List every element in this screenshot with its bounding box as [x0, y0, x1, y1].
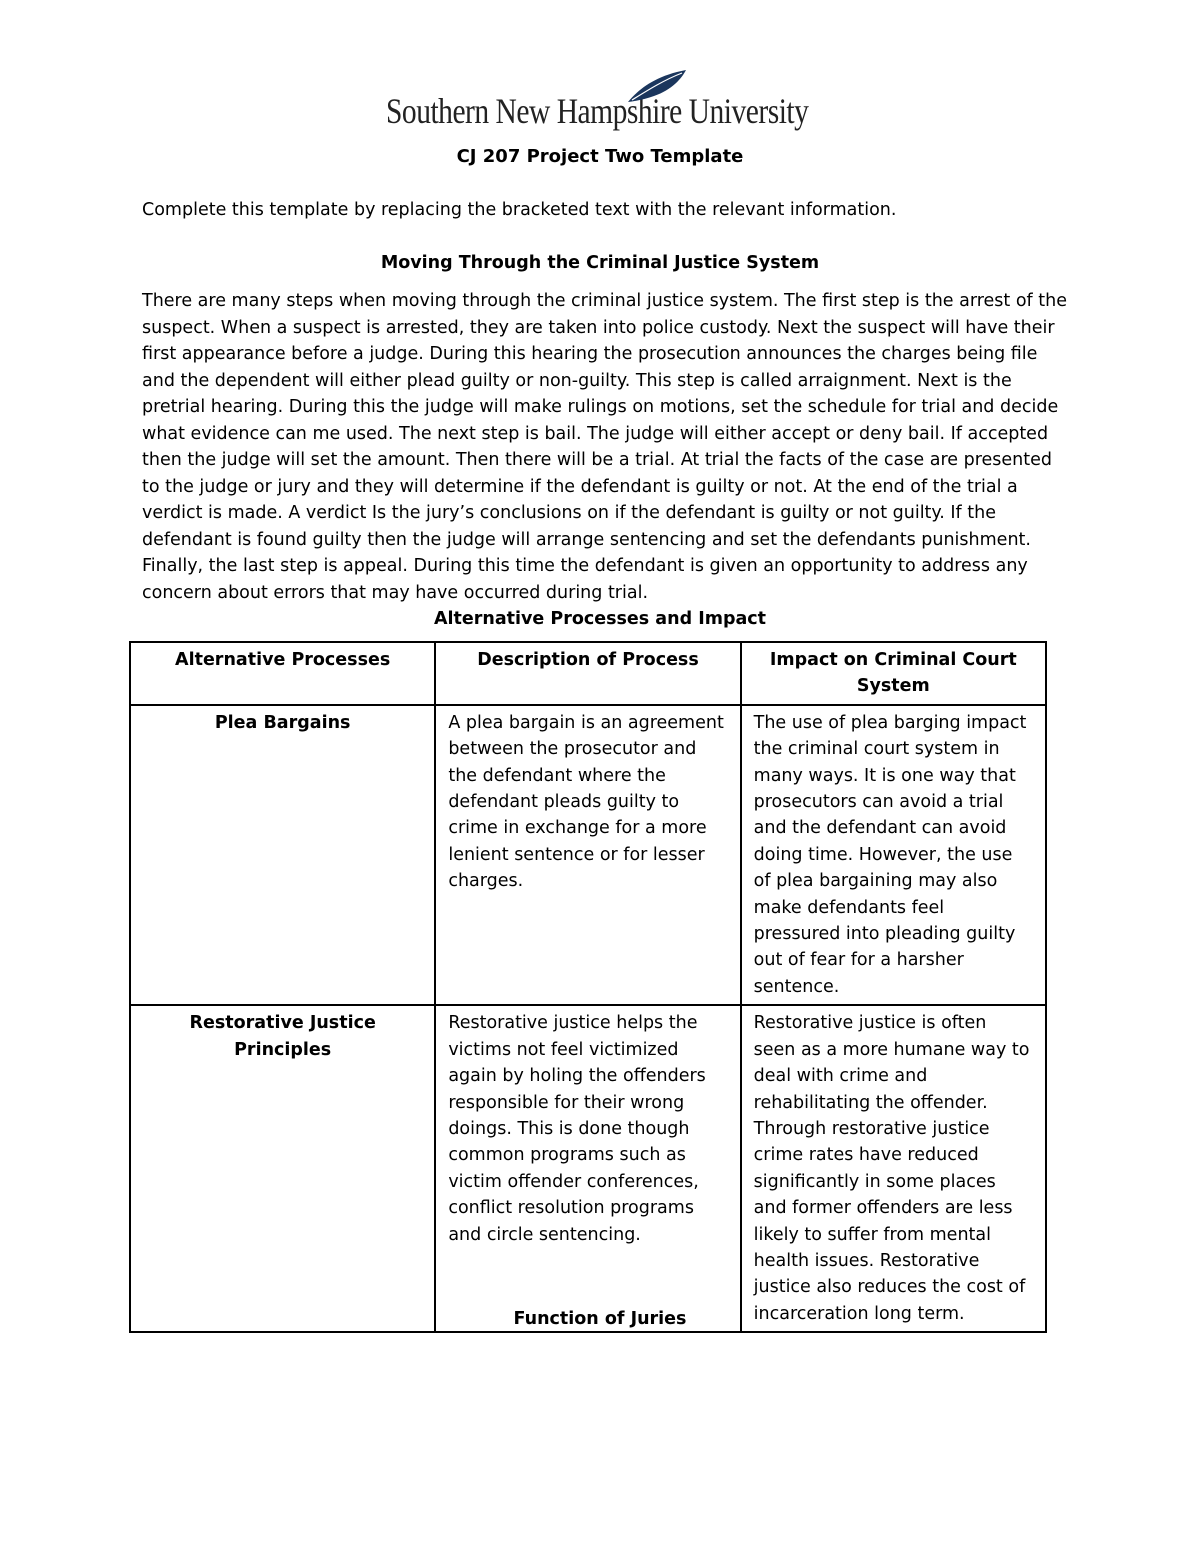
paragraph-line: what evidence can me used. The next step is bail. The judge will either accept or deny bail. If accepted [142, 423, 1049, 444]
paragraph-line: verdict is made. A verdict Is the jury’s conclusions on if the defendant is guilty or not guilty. If the [142, 503, 997, 523]
impact-cell: The use of plea barging impact the criminal court system in many ways. It is one way that prosecutors can avoid a trial and the defendant can avoid doing time. However, the use of plea bargaining may also make defendants feel pressured into pleading guilty out of fear for a harsher sentence. [741, 705, 1046, 1005]
university-logo [386, 68, 816, 134]
paragraph-line: then the judge will set the amount. Then there will be a trial. At trial the facts of the case are presented [142, 450, 1052, 470]
paragraph-line: to the judge or jury and they will determine if the defendant is guilty or not. At the end of the trial a [142, 476, 1018, 497]
paragraph-line: and the dependent will either plead guilty or non-guilty. This step is called arraignment. Next is the [142, 370, 1012, 391]
paragraph-line: pretrial hearing. During this the judge will make rulings on motions, set the schedule for trial and decide [142, 397, 1059, 417]
description-cell: Restorative justice helps the victims not feel victimized again by holing the offenders responsible for their wrong doings. This is done though common programs such as victim offender conferences, conflict resolution programs and circle sentencing. [435, 1005, 740, 1332]
paragraph-line: Finally, the last step is appeal. During this time the defendant is given an opportunity to address any [142, 556, 1028, 576]
quill-feather-icon [624, 68, 694, 104]
logo-wordmark: Southern New Hampshire University [386, 91, 809, 131]
process-name-cell: Restorative Justice Principles [130, 1005, 435, 1332]
description-cell: A plea bargain is an agreement between the prosecutor and the defendant where the defendant pleads guilty to crime in exchange for a more lenient sentence or for lesser charges. [435, 705, 740, 1005]
paragraph-line: There are many steps when moving through the criminal justice system. The first step is the arrest of the [142, 291, 1067, 311]
section-heading-moving: Moving Through the Criminal Justice System [380, 253, 820, 273]
table-row [130, 705, 1046, 1005]
section-heading-alternatives: Alternative Processes and Impact [433, 609, 767, 629]
impact-cell: Restorative justice is often seen as a more humane way to deal with crime and rehabilitating the offender. Through restorative justice crime rates have reduced significantly in some places and former offenders are less likely to suffer from mental health issues. Restorative justice also reduces the cost of incarceration long term. [741, 1005, 1046, 1332]
alternative-processes-table [129, 641, 1047, 1333]
column-header-description: Description of Process [435, 642, 740, 705]
paragraph-line: first appearance before a judge. During this hearing the prosecution announces the charges being file [142, 344, 1038, 364]
section-heading-juries: Function of Juries [513, 1309, 687, 1329]
criminal-justice-steps-paragraph [142, 288, 1067, 606]
table-header-row [130, 642, 1046, 705]
process-name-cell: Plea Bargains [130, 705, 435, 1005]
column-header-alternative-processes: Alternative Processes [130, 642, 435, 705]
column-header-impact: Impact on Criminal Court System [741, 642, 1046, 705]
paragraph-line: suspect. When a suspect is arrested, they are taken into police custody. Next the suspect will have their [142, 317, 1055, 338]
paragraph-line: concern about errors that may have occurred during trial. [142, 582, 649, 603]
instructions-text: Complete this template by replacing the bracketed text with the relevant information. [142, 200, 897, 220]
paragraph-line: defendant is found guilty then the judge will arrange sentencing and set the defendants punishment. [142, 529, 1031, 550]
table-row [130, 1005, 1046, 1332]
document-title: CJ 207 Project Two Template [456, 146, 744, 167]
